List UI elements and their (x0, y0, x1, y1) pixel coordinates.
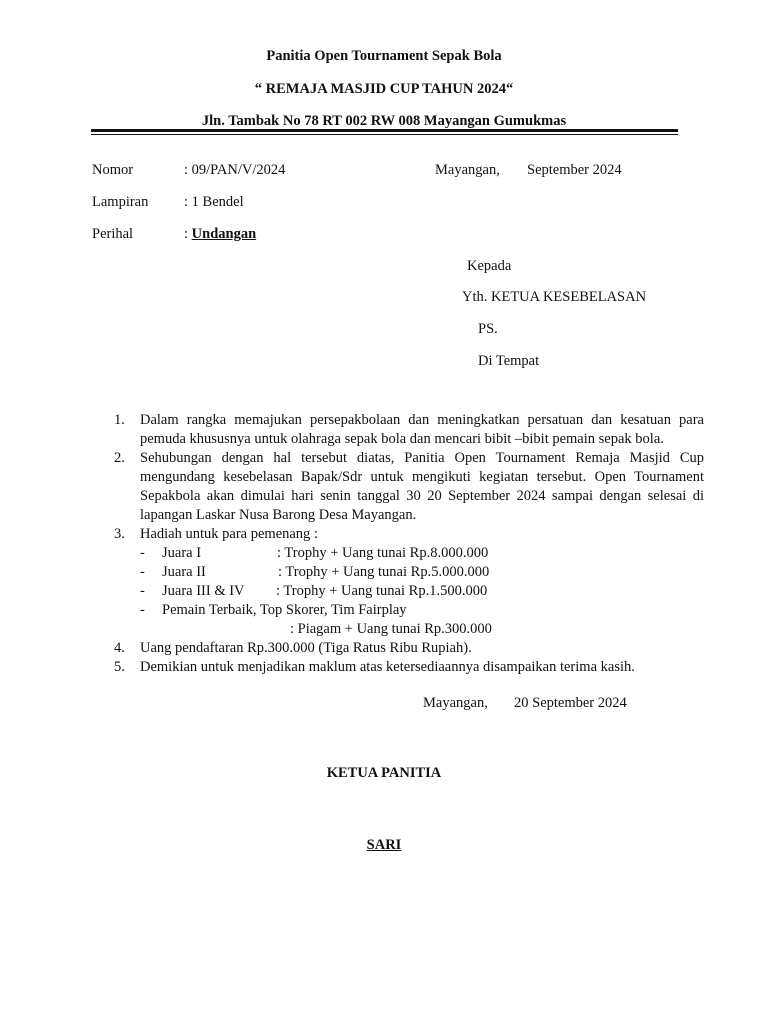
header-address: Jln. Tambak No 78 RT 002 RW 008 Mayangan Gumukmas (201, 113, 567, 129)
list-line: lapangan Laskar Nusa Barong Desa Mayangan. (140, 507, 417, 523)
prize-row-4 (92, 601, 704, 620)
prize-value: : Piagam + Uang tunai Rp.300.000 (290, 621, 492, 637)
lampiran-value: : 1 Bendel (184, 194, 244, 210)
prize-value: : Trophy + Uang tunai Rp.8.000.000 (277, 545, 489, 561)
list-line: Sepakbola akan dimulai hari senin tanggal 30 20 September 2024 sampai dengan selesai di (140, 488, 704, 504)
list-number: 3. (114, 526, 125, 542)
header-event-title: “ REMAJA MASJID CUP TAHUN 2024“ (254, 81, 514, 97)
list-item-4 (92, 639, 704, 658)
list-number: 1. (114, 412, 125, 428)
prize-value: : Trophy + Uang tunai Rp.1.500.000 (276, 583, 488, 599)
prize-dash: - (140, 564, 145, 580)
list-item-5 (92, 658, 704, 677)
closing-date: 20 September 2024 (514, 695, 627, 711)
list-line: pemuda khususnya untuk olahraga sepak bola dan mencari bibit –bibit pemain sepak bola. (140, 431, 664, 447)
header-organization: Panitia Open Tournament Sepak Bola (266, 48, 502, 64)
list-line: Hadiah untuk para pemenang : (140, 526, 318, 542)
recipient-yth: Yth. KETUA KESEBELASAN (462, 289, 647, 305)
letter-date: September 2024 (527, 162, 622, 178)
nomor-label: Nomor (92, 162, 134, 178)
lampiran-label: Lampiran (92, 194, 149, 210)
prize-label: Juara II (162, 564, 206, 580)
prize-row-1 (92, 544, 704, 563)
list-number: 2. (114, 450, 125, 466)
list-line: Dalam rangka memajukan persepakbolaan dan meningkatkan persatuan dan kesatuan para (140, 412, 704, 428)
perihal-value (184, 225, 256, 243)
signatory-name: SARI (366, 837, 402, 853)
prize-dash: - (140, 583, 145, 599)
list-line: Sehubungan dengan hal tersebut diatas, Panitia Open Tournament Remaja Masjid Cup (140, 450, 704, 466)
prize-label: Juara I (162, 545, 202, 561)
closing-place: Mayangan, (423, 695, 488, 711)
signatory-title: KETUA PANITIA (326, 765, 442, 781)
prize-value: : Trophy + Uang tunai Rp.5.000.000 (278, 564, 490, 580)
list-line: mengundang kesebelasan Bapak/Sdr untuk mengikuti kegiatan tersebut. Open Tournament (140, 469, 704, 485)
prize-row-3 (92, 582, 704, 601)
prize-label: Juara III & IV (162, 583, 245, 599)
recipient-place: Di Tempat (478, 353, 540, 369)
list-item-1 (92, 411, 704, 449)
prize-dash: - (140, 602, 145, 618)
recipient-ps: PS. (478, 321, 498, 337)
list-number: 4. (114, 640, 125, 656)
list-line: Uang pendaftaran Rp.300.000 (Tiga Ratus Ribu Rupiah). (140, 640, 472, 656)
prize-dash: - (140, 545, 145, 561)
list-item-3 (92, 525, 704, 544)
perihal-label: Perihal (92, 226, 134, 242)
prize-row-2 (92, 563, 704, 582)
letter-place: Mayangan, (435, 162, 500, 178)
header-divider-thick (91, 129, 678, 132)
prize-label: Pemain Terbaik, Top Skorer, Tim Fairplay (162, 602, 407, 618)
body-list (92, 411, 704, 677)
header-divider-thin (91, 134, 678, 135)
nomor-value: : 09/PAN/V/2024 (184, 162, 286, 178)
list-item-2 (92, 449, 704, 525)
perihal-subject: Undangan (191, 226, 257, 242)
prize-row-4-value (92, 620, 704, 639)
perihal-colon: : (184, 226, 189, 242)
list-line: Demikian untuk menjadikan maklum atas ketersediaannya disampaikan terima kasih. (140, 659, 635, 675)
recipient-kepada: Kepada (467, 258, 512, 274)
list-number: 5. (114, 659, 125, 675)
